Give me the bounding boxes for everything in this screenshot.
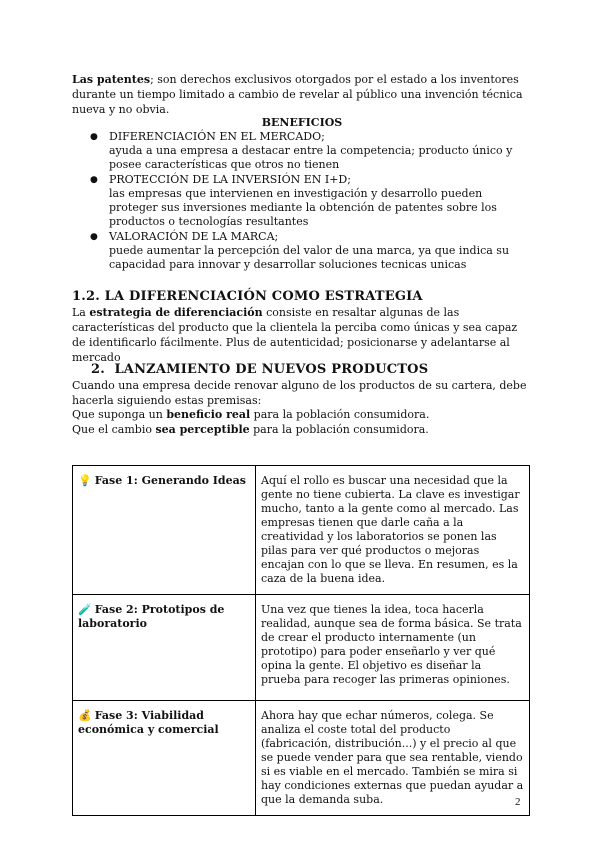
table-row — [73, 701, 530, 816]
phase-title: Fase 1: Generando Ideas — [94, 474, 246, 487]
differentiation-term: estrategia de diferenciación — [89, 306, 263, 319]
phase-description: Ahora hay que echar números, colega. Se analiza el coste total del producto (fabricación, distribución...) y el precio al que se puede vender para que sea rentable, viendo si es viable en el mercado. También se mira si hay condiciones externas que puedan ayudar a que la demanda suba. — [256, 701, 530, 816]
premise-2-post: para la población consumidora. — [249, 423, 429, 436]
launch-intro: Cuando una empresa decide renovar alguno de los productos de su cartera, debe hacerla siguiendo estas premisas: — [72, 379, 527, 407]
phases-table — [72, 465, 530, 816]
benefit-heading: PROTECCIÓN DE LA INVERSIÓN EN I+D; — [109, 173, 351, 186]
table-row — [73, 595, 530, 701]
patents-definition: ; son derechos exclusivos otorgados por el estado a los inventores durante un tiempo limitado a cambio de revelar al público una invención técnica nueva y no obvia. — [72, 73, 523, 116]
lightbulb-icon: 💡 — [78, 474, 92, 487]
benefit-body: ayuda a una empresa a destacar entre la competencia; producto único y posee características que otros no tienen — [109, 144, 513, 171]
premise-1-bold: beneficio real — [166, 408, 251, 421]
patents-term: Las patentes — [72, 73, 151, 86]
benefit-heading: DIFERENCIACIÓN EN EL MERCADO; — [109, 130, 325, 143]
section-1-2-heading: 1.2. LA DIFERENCIACIÓN COMO ESTRATEGIA — [72, 289, 423, 304]
test-tube-icon: 🧪 — [78, 603, 92, 616]
money-bag-icon: 💰 — [78, 709, 92, 722]
phase-title-cell — [73, 701, 256, 816]
page-number: 2 — [515, 796, 521, 808]
benefit-heading: VALORACIÓN DE LA MARCA; — [109, 230, 279, 243]
benefit-body: puede aumentar la percepción del valor de una marca, ya que indica su capacidad para innovar y desarrollar soluciones tecnicas unicas — [109, 244, 510, 271]
patents-paragraph — [72, 72, 532, 117]
benefits-title: BENEFICIOS — [261, 116, 343, 129]
benefits-list — [72, 130, 522, 272]
premise-1 — [72, 407, 532, 422]
phase-title-cell — [73, 466, 256, 595]
phase-title-cell — [73, 595, 256, 701]
benefit-item — [72, 230, 522, 272]
table-row — [73, 466, 530, 595]
benefit-body: las empresas que intervienen en investigación y desarrollo pueden proteger sus inversiones mediante la obtención de patentes sobre los productos o tecnologías resultantes — [109, 187, 497, 228]
premise-1-post: para la población consumidora. — [250, 408, 430, 421]
benefit-item — [72, 130, 522, 172]
phase-title: Fase 3: Viabilidad económica y comercial — [78, 709, 219, 736]
section-2-number: 2. — [91, 362, 105, 377]
differentiation-paragraph — [72, 305, 532, 365]
differentiation-lead: La — [72, 306, 90, 319]
section-2-title: LANZAMIENTO DE NUEVOS PRODUCTOS — [114, 362, 429, 377]
premise-2 — [72, 422, 532, 437]
benefit-item — [72, 173, 522, 229]
bullet-icon: ● — [90, 232, 98, 242]
phase-title: Fase 2: Prototipos de laboratorio — [78, 603, 225, 630]
premise-1-pre: Que suponga un — [72, 408, 167, 421]
phase-description: Una vez que tienes la idea, toca hacerla realidad, aunque sea de forma básica. Se trata de crear el producto internamente (un prototipo) para poder enseñarlo y ver qué opina la gente. El objetivo es diseñar la prueba para recoger las primeras opiniones. — [256, 595, 530, 701]
premise-2-pre: Que el cambio — [72, 423, 156, 436]
section-2-heading — [91, 362, 428, 378]
premise-2-bold: sea perceptible — [155, 423, 250, 436]
phase-description: Aquí el rollo es buscar una necesidad que la gente no tiene cubierta. La clave es investigar mucho, tanto a la gente como al mercado. Las empresas tienen que darle caña a la creatividad y los laboratorios se ponen las pilas para ver qué productos o mejoras encajan con lo que se lleva. En resumen, es la caza de la buena idea. — [256, 466, 530, 595]
bullet-icon: ● — [90, 132, 98, 142]
bullet-icon: ● — [90, 175, 98, 185]
differentiation-text: consiste en resaltar algunas de las características del producto que la clientela la perciba como únicas y sea capaz de identificarlo fácilmente. Plus de autenticidad; posicionarse y adelantarse al mercado — [72, 306, 518, 364]
